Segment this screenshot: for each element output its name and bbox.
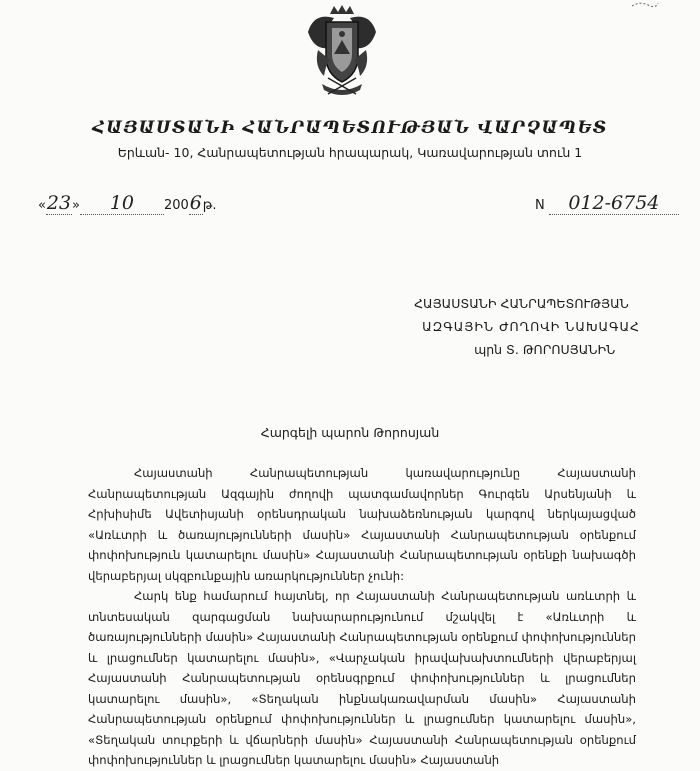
addressee-block xyxy=(414,292,640,361)
scan-mark xyxy=(630,0,660,8)
letter-body xyxy=(88,463,636,771)
sender-address: Երևան- 10, Հանրապետության հրապարակ, Կառավարության տուն 1 xyxy=(117,145,583,160)
date-line xyxy=(38,192,217,215)
addressee-line1: ՀԱՅԱՍՏԱՆԻ ՀԱՆՐԱՊԵՏՈՒԹՅԱՆ xyxy=(414,296,629,311)
date-year-prefix: 200 xyxy=(163,198,189,213)
date-year-digit: 6 xyxy=(189,192,202,214)
date-day: 23 xyxy=(46,192,72,214)
date-close-quote: » xyxy=(71,198,80,213)
date-month: 10 xyxy=(80,192,164,215)
body-paragraph-2: Հարկ ենք համարում հայտնել, որ Հայաստանի Հանրապետության առևտրի և տնտեսական զարգացման նախարարությունում մշակվել է «Առևտրի և ծառայությունների մասին» Հայաստանի Հանրապետության օրենքում փոփոխություններ և լրացումներ կատարելու մասին», «Վարչական իրավախախտումների վերաբերյալ Հայաստանի Հանրապետության օրենսգրքում փոփոխություններ և լրացումներ կատարելու մասին», «Տեղական ինքնակառավարման մասին» Հայաստանի Հանրապետության օրենքում փոփոխություններ և լրացումներ կատարելու մասին», «Տեղական տուրքերի և վճարների մասին» Հայաստանի Հանրապետության օրենքում փոփոխություններ և լրացումներ կատարելու մասին» Հայաստանի xyxy=(88,589,636,767)
sender-title: ՀԱՅԱՍՏԱՆԻ ՀԱՆՐԱՊԵՏՈՒԹՅԱՆ ՎԱՐՉԱՊԵՏ xyxy=(92,118,608,138)
document-number xyxy=(535,192,679,215)
date-open-quote: « xyxy=(38,198,46,213)
body-paragraph-1: Հայաստանի Հանրապետության կառավարությունը Հայաստանի Հանրապետության Ազգային ժողովի պատգամավորներ Գուրգեն Արսենյանի և Հրխիսիմե Ավետիսյանի օրենսդրական նախաձեռնության կարգով ներկայացված «Առևտրի և ծառայությունների մասին» Հայաստանի Հանրապետության օրենքում փոփոխություն կատարելու մասին» Հայաստանի Հանրապետության օրենքի նախագծի վերաբերյալ սկզբունքային առարկություններ չունի: xyxy=(88,466,636,583)
addressee-line2: ԱԶԳԱՅԻՆ ԺՈՂՈՎԻ ՆԱԽԱԳԱՀ xyxy=(422,319,640,334)
date-year-suffix: թ. xyxy=(202,198,217,213)
document-number-label: N xyxy=(535,198,545,213)
addressee-line3: պրն Տ. ԹՈՐՈՍՅԱՆԻՆ xyxy=(474,342,616,357)
document-number-value: 012-6754 xyxy=(549,192,679,215)
coat-of-arms-emblem xyxy=(300,4,384,102)
salutation: Հարգելի պարոն Թորոսյան xyxy=(260,425,440,440)
